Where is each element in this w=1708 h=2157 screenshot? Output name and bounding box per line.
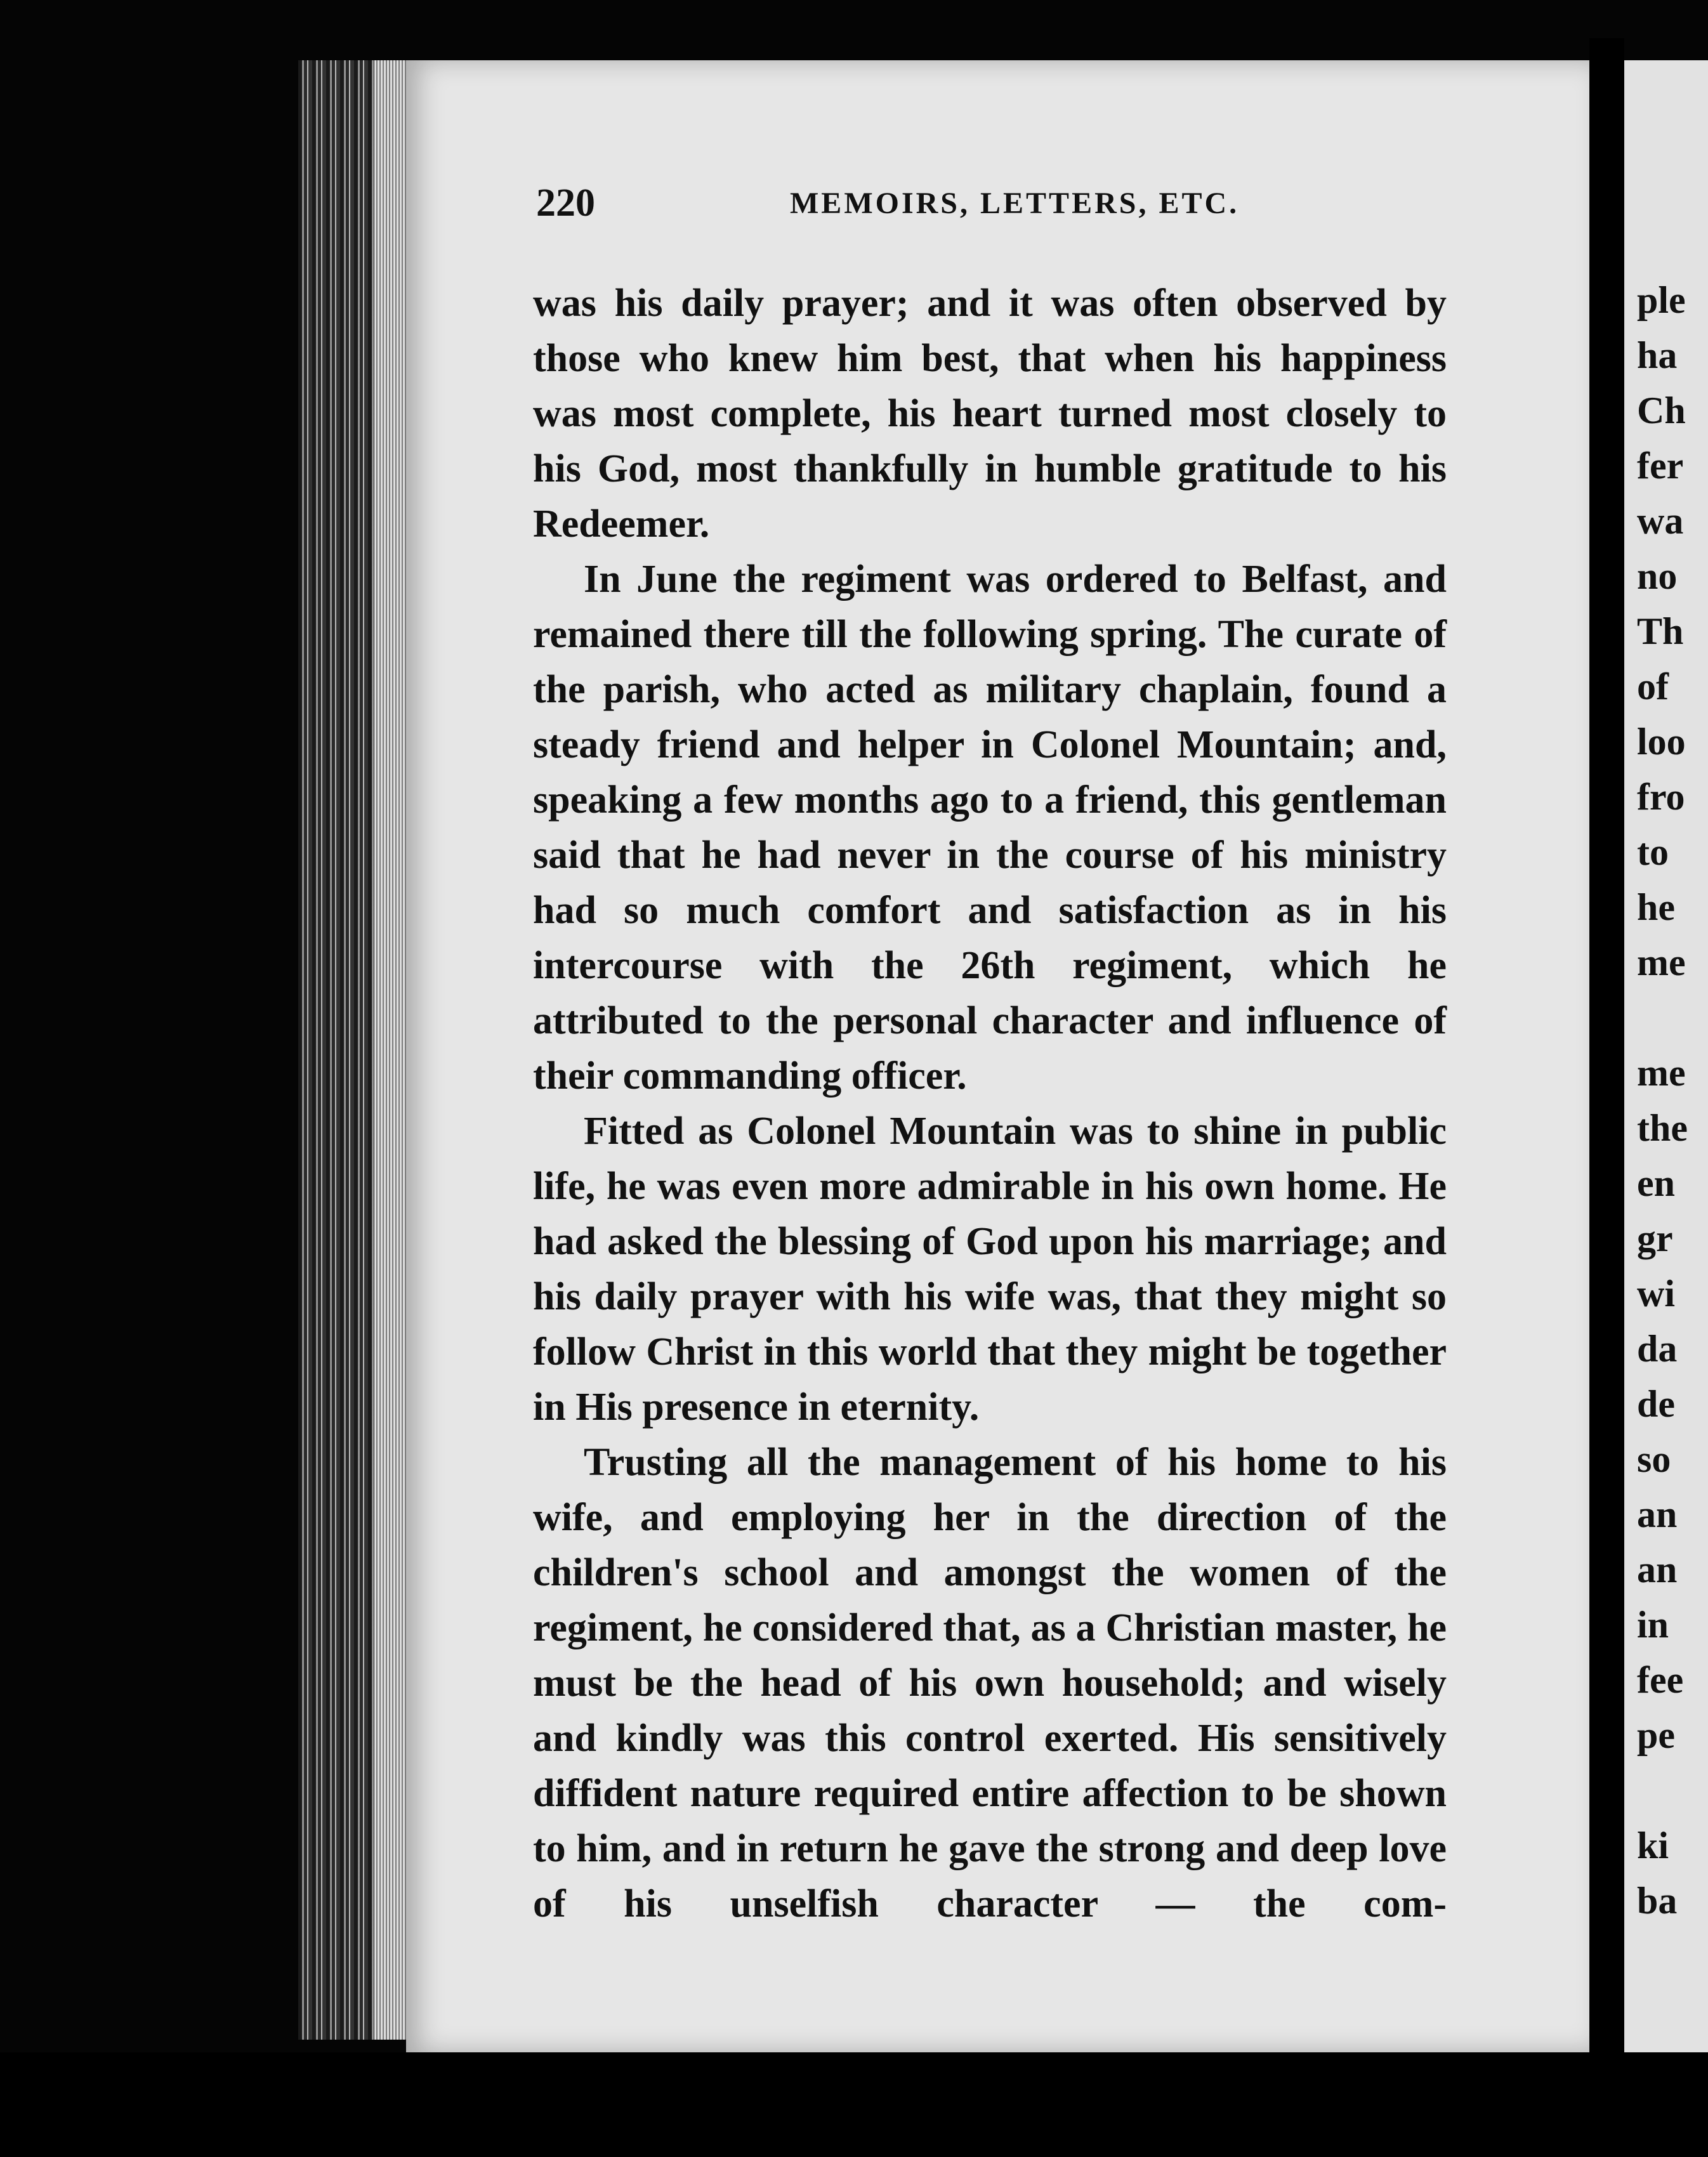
facing-page-fragment: me bbox=[1637, 1052, 1686, 1094]
facing-page-fragment bbox=[1637, 990, 1688, 1046]
page-number: 220 bbox=[536, 181, 595, 225]
book-page bbox=[406, 60, 1589, 2052]
running-head bbox=[536, 181, 1437, 238]
facing-page-fragment: to bbox=[1637, 831, 1669, 873]
paragraph-2: In June the regiment was ordered to Belfast, and remained there till the following spring. The curate of the parish, who acted as military chaplain, found a steady friend and helper in Colonel Mountain; and, speaking a few months ago to a friend, this gentleman said that he had never in the course of his ministry had so much comfort and satisfaction as in his intercourse with the 26th regiment, which he attributed to the personal character and influence of their commanding officer. bbox=[533, 558, 1447, 1098]
facing-page-fragment: da bbox=[1637, 1328, 1678, 1370]
running-head-title: MEMOIRS, LETTERS, ETC. bbox=[790, 187, 1240, 220]
facing-page-fragment: in bbox=[1637, 1604, 1669, 1646]
facing-page-fragment: wi bbox=[1637, 1273, 1675, 1315]
facing-page-fragment: pe bbox=[1637, 1714, 1675, 1756]
facing-page-fragment: de bbox=[1637, 1383, 1675, 1425]
facing-page-fragment: loo bbox=[1637, 721, 1686, 763]
facing-page-fragment: ki bbox=[1637, 1825, 1669, 1866]
paragraph-3: Fitted as Colonel Mountain was to shine in public life, he was even more admirable in his own home. He had asked the blessing of God upon his marriage; and his daily prayer with his wife was, that they might so follow Christ in this world that they might be together in His presence in eternity. bbox=[533, 1110, 1447, 1429]
facing-page-fragment: of bbox=[1637, 665, 1669, 707]
facing-page-fragment: no bbox=[1637, 555, 1678, 597]
facing-page-fragment: ba bbox=[1637, 1880, 1678, 1922]
facing-page-fragment bbox=[1637, 1763, 1688, 1818]
facing-page-fragment: an bbox=[1637, 1493, 1678, 1535]
facing-page-fragment: he bbox=[1637, 886, 1675, 928]
facing-page-fragment: me bbox=[1637, 941, 1686, 983]
page-edges bbox=[298, 60, 406, 2040]
facing-page-fragment: wa bbox=[1637, 500, 1684, 542]
facing-page-fragment: ple bbox=[1637, 279, 1686, 321]
gutter-shadow bbox=[1589, 38, 1624, 2094]
facing-page-fragment: fro bbox=[1637, 776, 1685, 818]
paragraph-4: Trusting all the management of his home to his wife, and employing her in the direction of the children's school and amongst the women of the regiment, he considered that, as a Christian master, he must be the head of his own household; and wisely and kindly was this control exerted. His sensitively diffident nature required entire affection to be shown to him, and in return he gave the strong and deep love of his unselfish character — the com- bbox=[533, 1441, 1447, 1925]
scan-border bbox=[0, 2052, 1708, 2157]
paragraph-1: was his daily prayer; and it was often observed by those who knew him best, that when his happiness was most complete, his heart turned most closely to his God, most thankfully in humble gratitude to his Redeemer. bbox=[533, 282, 1447, 546]
facing-page-fragment: ha bbox=[1637, 334, 1678, 376]
facing-page-fragment: gr bbox=[1637, 1217, 1673, 1259]
facing-page-fragment: the bbox=[1637, 1107, 1688, 1149]
facing-page-fragment: Th bbox=[1637, 610, 1684, 652]
facing-page-fragment: so bbox=[1637, 1438, 1671, 1480]
facing-page-fragment: fee bbox=[1637, 1659, 1684, 1701]
body-text bbox=[533, 276, 1447, 1932]
facing-page-fragment: en bbox=[1637, 1162, 1675, 1204]
facing-page-fragment: fer bbox=[1637, 445, 1684, 487]
facing-page-fragment: an bbox=[1637, 1549, 1678, 1590]
facing-page-edge bbox=[1624, 60, 1708, 2052]
facing-page-fragments bbox=[1637, 273, 1688, 1929]
facing-page-fragment: Ch bbox=[1637, 390, 1686, 431]
